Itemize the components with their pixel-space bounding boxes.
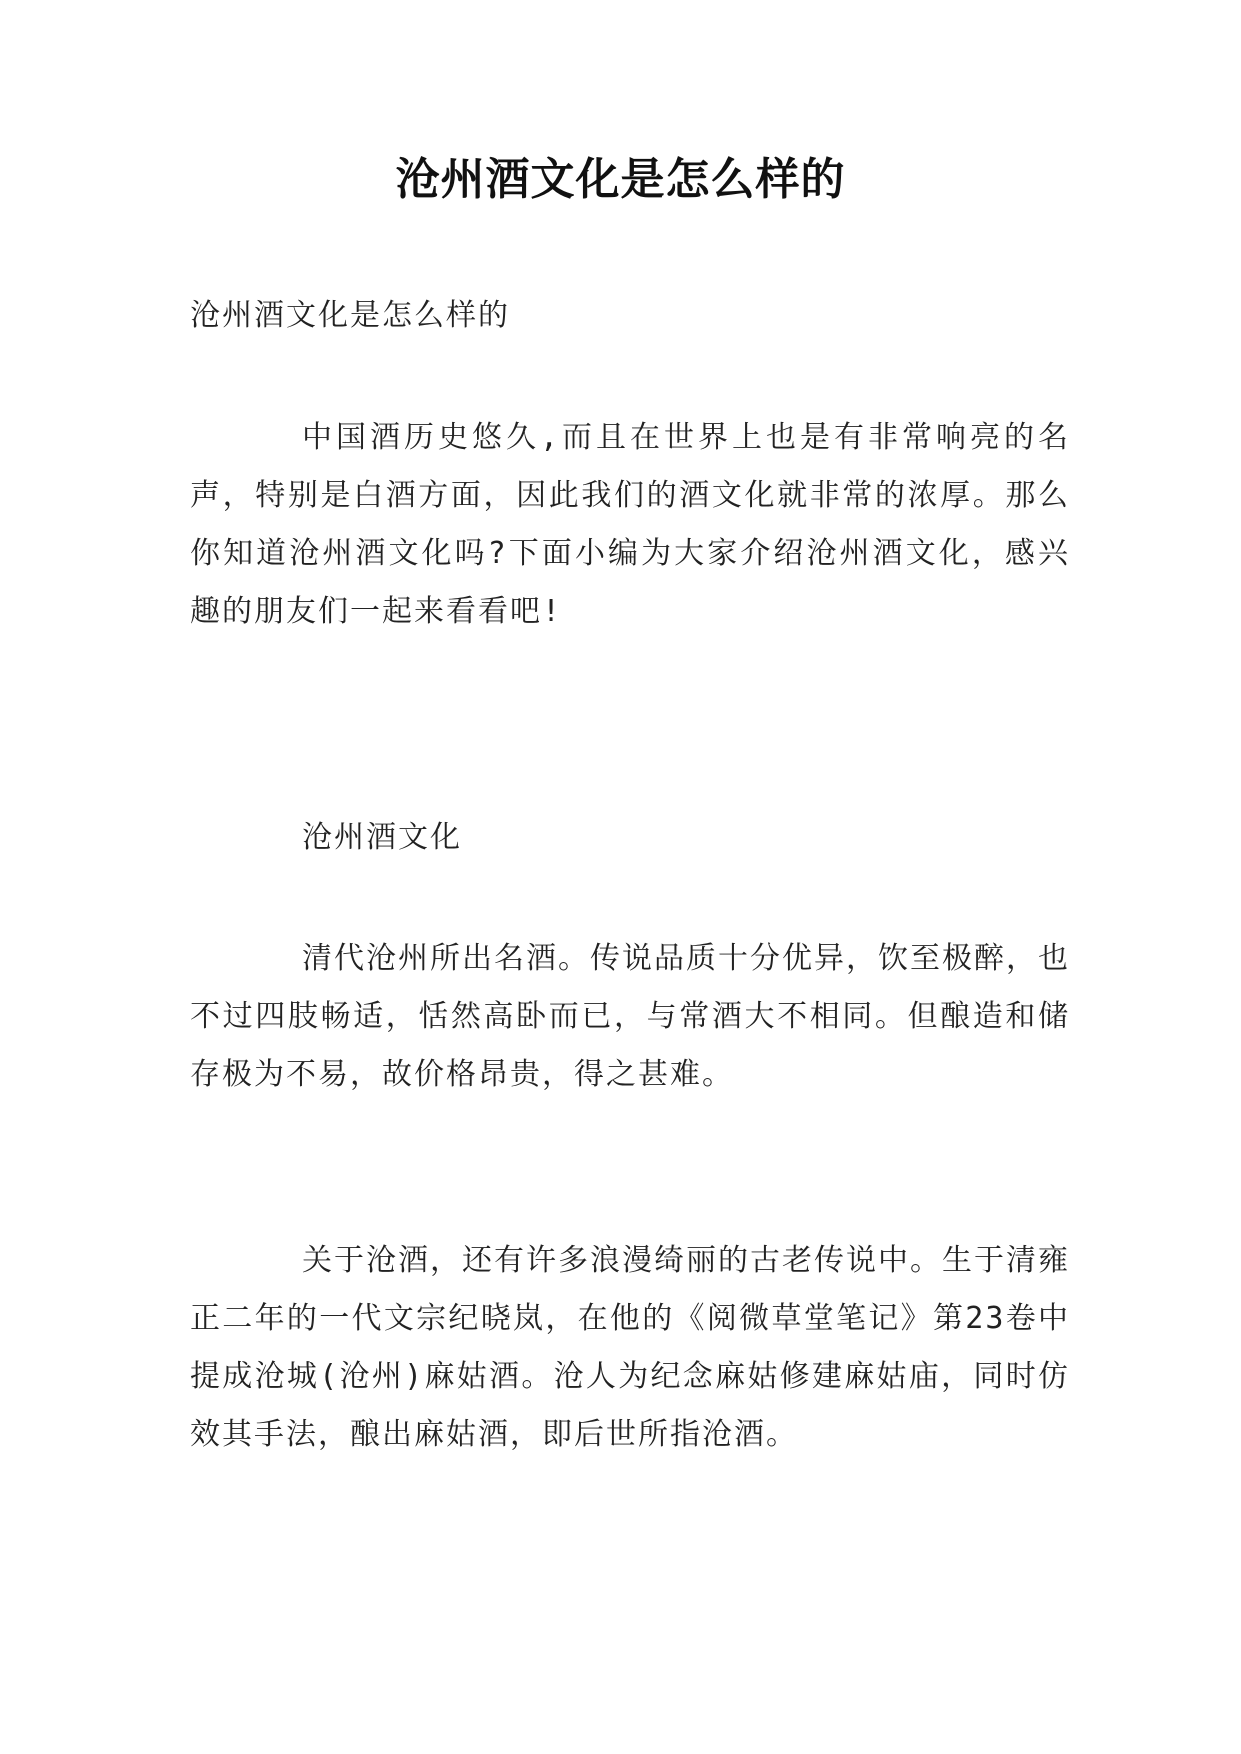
body-paragraph: 关于沧酒，还有许多浪漫绮丽的古老传说中。生于清雍正二年的一代文宗纪晓岚，在他的《阅微草堂笔记》第23卷中提成沧城(沧州)麻姑酒。沧人为纪念麻姑修建麻姑庙，同时仿效其手法，酿出麻姑酒，即后世所指沧酒。 <box>190 1243 1070 1452</box>
document-subtitle: 沧州酒文化是怎么样的 <box>190 298 510 333</box>
section-heading: 沧州酒文化 <box>302 820 462 855</box>
document-title: 沧州酒文化是怎么样的 <box>395 154 846 205</box>
body-paragraph: 清代沧州所出名酒。传说品质十分优异，饮至极醉，也不过四肢畅适，恬然高卧而已，与常酒大不相同。但酿造和储存极为不易，故价格昂贵，得之甚难。 <box>190 941 1070 1092</box>
intro-paragraph: 中国酒历史悠久,而且在世界上也是有非常响亮的名声，特别是白酒方面，因此我们的酒文化就非常的浓厚。那么你知道沧州酒文化吗?下面小编为大家介绍沧州酒文化，感兴趣的朋友们一起来看看吧! <box>190 420 1070 629</box>
